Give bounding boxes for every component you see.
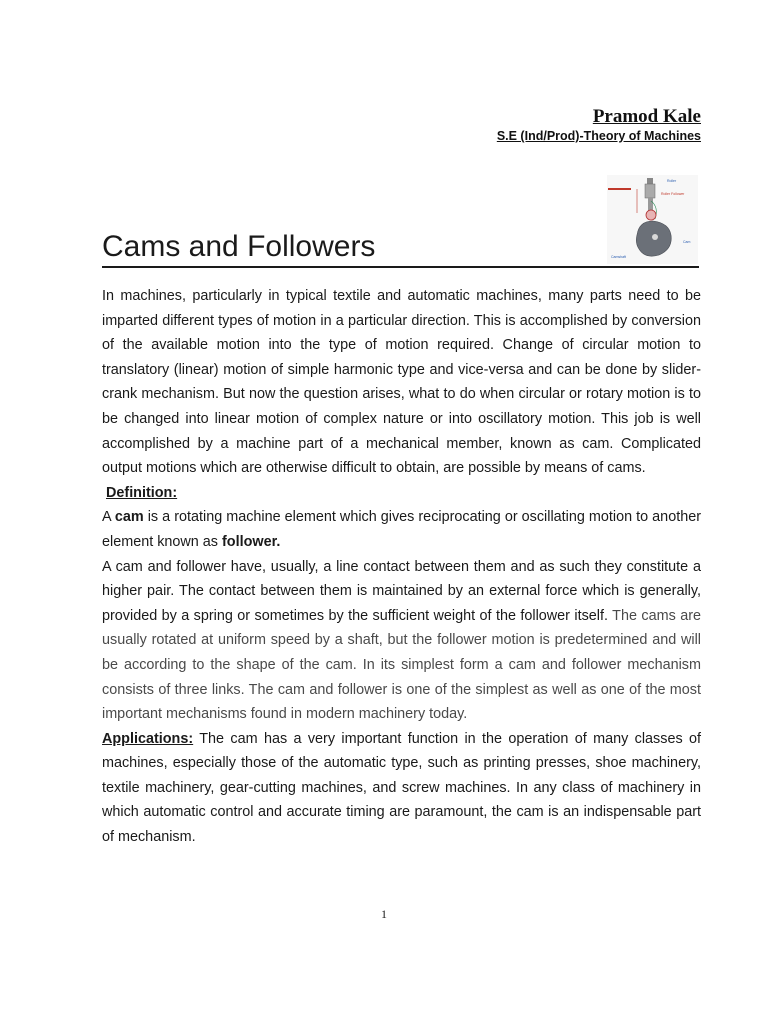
document-body: [102, 284, 701, 850]
applications-paragraph: Applications: The cam has a very important function in the operation of many classes of machines, especially those of the automatic type, such as printing presses, shoe machinery, textile machinery, gear-cutting machines, and screw machines. In any class of machinery in which automatic control and accurate timing are paramount, the cam is an indispensable part of mechanism.: [102, 730, 701, 846]
term-cam: cam: [114, 509, 144, 526]
figure-label-follower: Roller Follower: [661, 192, 685, 196]
cam-follower-figure: [607, 175, 698, 264]
page-number: 1: [381, 907, 387, 921]
figure-label-cam: Cam: [683, 240, 691, 244]
definition-heading: Definition:: [106, 484, 178, 501]
term-follower: follower.: [222, 533, 281, 550]
contact-paragraph: A cam and follower have, usually, a line contact between them and as such they constitute a higher pair. The contact between them is maintained by an external force which is generally, provided by a spring or sometimes by the sufficient weight of the follower itself. The cams are usually rotated at uniform speed by a shaft, but the follower motion is predetermined and will be according to the shape of the cam. In its simplest form a cam and follower mechanism consists of three links. The cam and follower is one of the simplest as well as one of the most important mechanisms found in modern machinery today.: [102, 558, 701, 723]
title-underline: [102, 266, 699, 268]
intro-paragraph: In machines, particularly in typical textile and automatic machines, many parts need to be imparted different types of motion in a particular direction. This is accomplished by conversion of the available motion into the type of motion required. Change of circular motion to translatory (linear) motion of simple harmonic type and vice-versa and can be done by slider-crank mechanism. But now the question arises, what to do when circular or rotary motion is to be changed into linear motion of complex nature or into oscillatory motion. This job is well accomplished by a machine part of a mechanical member, known as cam. Complicated output motions which are otherwise difficult to obtain, are possible by means of cams.: [102, 288, 701, 477]
definition-paragraph: A cam is a rotating machine element which gives reciprocating or oscillating motion to another element known as follower.: [102, 509, 701, 550]
applications-heading: Applications:: [102, 730, 194, 747]
document-title: Cams and Followers: [102, 230, 376, 263]
course-subtitle: S.E (Ind/Prod)-Theory of Machines: [496, 129, 701, 143]
figure-label-camshaft: Camshaft: [611, 255, 626, 259]
author-name: Pramod Kale: [592, 106, 701, 127]
figure-label-roller: Roller: [667, 179, 677, 183]
